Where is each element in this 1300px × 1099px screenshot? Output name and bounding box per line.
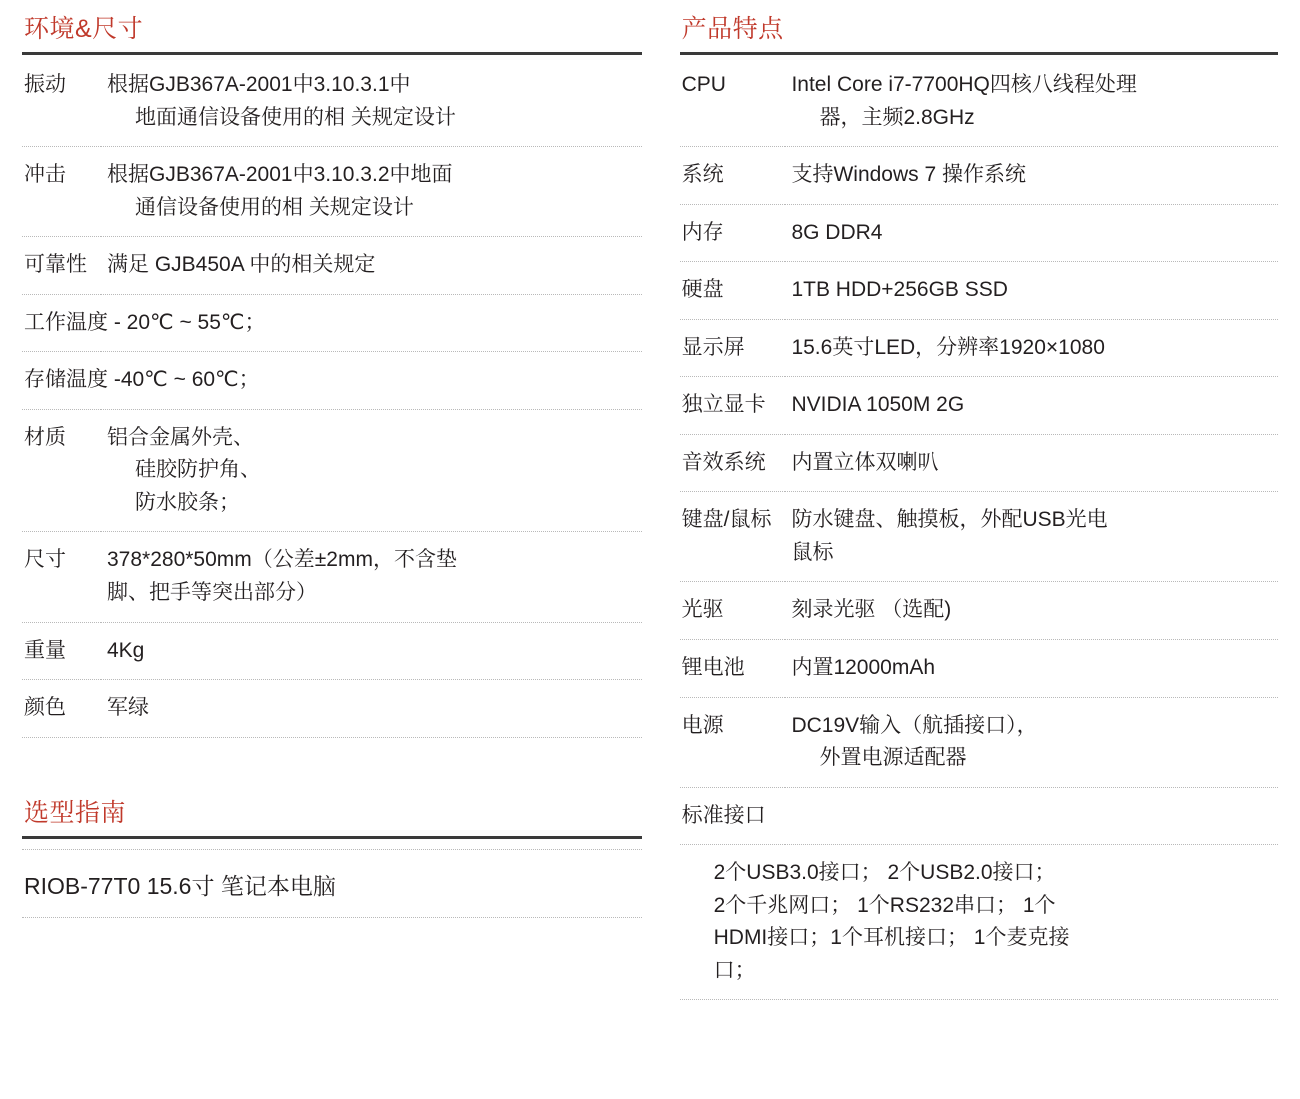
spec-value-line: 根据GJB367A-2001中3.10.3.2中地面 [107,163,453,187]
spec-value-line: 防水胶条； [135,490,240,514]
spec-value [785,582,1278,640]
environment-section-title: 环境&尺寸 [24,15,144,43]
spec-value [680,845,1278,1000]
table-row [22,409,642,532]
spec-value-line: 1TB HDD+256GB SSD [791,278,1008,302]
spec-value-line: 4Kg [107,638,145,662]
spec-label: 可靠性 [24,253,87,277]
left-column [22,10,660,1000]
spec-value-line: 根据GJB367A-2001中3.10.3.1中 [107,73,411,96]
spec-value [101,622,642,680]
table-row [22,680,642,738]
table-row [680,377,1278,435]
table-row [22,622,642,680]
table-row [680,787,1278,845]
spec-value-line: 鼠标 [791,540,834,564]
spec-label: CPU [681,73,726,96]
features-section [680,10,1278,1000]
spec-label: 材质 [24,425,66,449]
spec-value-line: 口； [713,958,756,982]
table-row [680,204,1278,262]
spec-value [101,680,642,738]
spec-value [785,377,1278,435]
features-table-body [680,57,1278,1000]
table-row [680,697,1278,787]
table-row [22,57,642,147]
selection-guide-text: RIOB-77T0 15.6寸 笔记本电脑 [22,849,642,918]
spec-label: 颜色 [24,696,66,720]
selection-guide-title: 选型指南 [24,798,127,827]
spec-value [785,204,1278,262]
table-row [680,492,1278,582]
environment-table-body [22,57,642,737]
features-title-rule [680,52,1278,55]
spec-label: 光驱 [681,598,724,622]
spec-value-line: NVIDIA 1050M 2G [791,393,965,417]
spec-value [785,434,1278,492]
spec-label: 硬盘 [681,278,724,302]
spec-label: 锂电池 [681,656,745,680]
spec-value-line: 内置12000mAh [791,656,936,680]
spec-value [785,492,1278,582]
spec-value [785,697,1278,787]
spec-value-line: 硅胶防护角、 [135,458,261,482]
spec-value-line: 内置立体双喇叭 [791,450,939,474]
spec-label: 电源 [681,713,724,737]
spec-label: 重量 [24,638,66,662]
spec-value [101,147,642,237]
spec-full-line: 标准接口 [681,803,766,827]
spec-value-line: 军绿 [107,696,149,720]
table-row [680,319,1278,377]
spec-value-line: 防水键盘、触摸板，外配USB光电 [791,508,1108,532]
table-row [22,237,642,295]
spec-value-line: 2个千兆网口； 1个RS232串口； 1个 [713,893,1056,917]
spec-value-line: 器，主频2.8GHz [819,105,975,129]
table-row [680,582,1278,640]
spec-value-line: 脚、把手等突出部分） [107,581,317,605]
features-section-title: 产品特点 [681,15,784,43]
spec-value-line: DC19V输入（航插接口）， [791,713,1038,737]
spec-value-line: 15.6英寸LED，分辨率1920×1080 [791,335,1105,359]
spec-value-line: 地面通信设备使用的相 关规定设计 [135,105,456,129]
right-column [660,10,1278,1000]
spec-label: 键盘/鼠标 [681,508,772,532]
table-row [22,147,642,237]
spec-value [785,57,1278,147]
spec-value-line: 通信设备使用的相 关规定设计 [135,195,414,219]
table-row [680,262,1278,320]
spec-value-line: 378*280*50mm（公差±2mm，不含垫 [107,548,457,572]
spec-value [785,640,1278,698]
spec-value-line: HDMI接口；1个耳机接口； 1个麦克接 [713,926,1070,950]
environment-section [22,10,642,738]
spec-value-line: 支持Windows 7 操作系统 [791,163,1026,187]
spec-label: 显示屏 [681,335,745,359]
spec-value-line: 2个USB3.0接口； 2个USB2.0接口； [713,861,1056,885]
spec-value [101,237,642,295]
spec-value [785,147,1278,205]
environment-title-rule [22,52,642,55]
spec-label: 系统 [681,163,724,187]
spec-value-line: 铝合金属外壳、 [107,425,254,449]
selection-guide-title-rule [22,836,642,839]
features-spec-table [680,57,1278,1000]
table-row [22,294,642,352]
spec-value-line: 满足 GJB450A 中的相关规定 [107,253,376,277]
table-row [680,147,1278,205]
table-row [680,845,1278,1000]
spec-label: 振动 [24,73,66,96]
spec-value [785,319,1278,377]
spec-label: 独立显卡 [681,393,766,417]
table-row [22,352,642,410]
spec-label: 尺寸 [24,548,66,572]
spec-label: 音效系统 [681,450,766,474]
spec-label: 冲击 [24,163,66,187]
spec-value-line: 刻录光驱 （选配) [791,598,952,622]
spec-value-line: 8G DDR4 [791,220,883,244]
spec-value [101,532,642,622]
environment-spec-table [22,57,642,738]
spec-value-line: Intel Core i7-7700HQ四核八线程处理 [791,73,1137,96]
table-row [680,434,1278,492]
spec-label: 内存 [681,220,724,244]
table-row [22,532,642,622]
spec-full-line: 工作温度 - 20℃ ~ 55℃； [24,310,266,334]
table-row [680,640,1278,698]
spec-value [785,262,1278,320]
table-row [680,57,1278,147]
spec-value [101,57,642,147]
spec-value-line: 外置电源适配器 [819,746,967,770]
selection-guide-section [22,794,642,918]
spec-full-line: 存储温度 -40℃ ~ 60℃； [24,368,260,392]
spec-value [101,409,642,532]
